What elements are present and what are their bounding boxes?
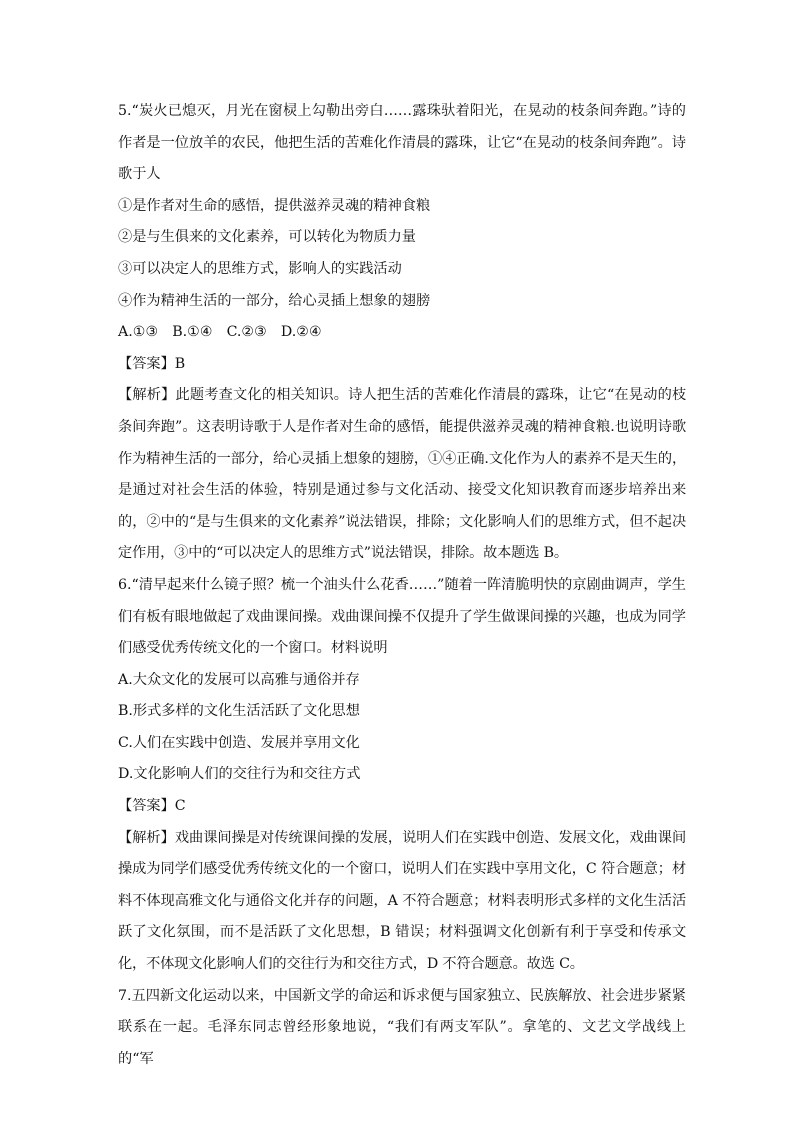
q5-analysis: 【解析】此题考查文化的相关知识。诗人把生活的苦难化作清晨的露珠，让它“在晃动的枝条间奔跑”。这表明诗歌于人是作者对生命的感悟，能提供滋养灵魂的精神食粮.也说明诗歌作为精神生活的一部分，给心灵插上想象的翅膀，①④正确.文化作为人的素养不是天生的，是通过对社会生活的体验，特别是通过参与文化活动、接受文化知识教育而逐步培养出来的，②中的“是与生俱来的文化素养”说法错误，排除；文化影响人们的思维方式，但不起决定作用，③中的“可以决定人的思维方式”说法错误，排除。故本题选 B。	[118, 387, 686, 562]
q5-choices	[118, 317, 686, 349]
q5-stem: 5.“炭火已熄灭，月光在窗棂上勾勒出旁白……露珠驮着阳光，在晃动的枝条间奔跑。”诗的作者是一位放羊的农民，他把生活的苦难化作清晨的露珠，让它“在晃动的枝条间奔跑”。诗歌于人	[118, 103, 686, 183]
q6-option-b: B.形式多样的文化生活活跃了文化思想	[118, 703, 360, 720]
q5-item-4: ④作为精神生活的一部分，给心灵插上想象的翅膀	[118, 292, 431, 309]
q6-option-c: C.人们在实践中创造、发展并享用文化	[118, 734, 360, 751]
q6-analysis: 【解析】戏曲课间操是对传统课间操的发展，说明人们在实践中创造、发展文化，戏曲课间操成为同学们感受优秀传统文化的一个窗口，说明人们在实践中享用文化，C 符合题意；材料不体现高雅文化与通俗文化并存的问题，A 不符合题意；材料表明形式多样的文化生活活跃了文化氛围，而不是活跃了文化思想，B 错误；材料强调文化创新有利于享受和传承文化，不体现文化影响人们的交往行为和交往方式，D 不符合题意。故选 C。	[118, 829, 686, 973]
q5-choice-d: D.②④	[280, 324, 322, 341]
q6-answer: 【答案】C	[118, 798, 186, 815]
q6-stem: 6.“清早起来什么镜子照？梳一个油头什么花香……”随着一阵清脆明快的京剧曲调声，学生们有板有眼地做起了戏曲课间操。戏曲课间操不仅提升了学生做课间操的兴趣，也成为同学们感受优秀传统文化的一个窗口。材料说明	[118, 576, 686, 657]
q5-choice-c: C.②③	[226, 324, 267, 341]
q5-choice-b: B.①④	[172, 324, 213, 341]
q6-option-a: A.大众文化的发展可以高雅与通俗并存	[118, 671, 360, 688]
q5-item-1: ①是作者对生命的感悟，提供滋养灵魂的精神食粮	[118, 197, 431, 214]
q5-answer: 【答案】B	[118, 355, 186, 372]
document-page	[118, 96, 686, 1075]
q6-option-d: D.文化影响人们的交往行为和交往方式	[118, 766, 361, 783]
q5-item-2: ②是与生俱来的文化素养，可以转化为物质力量	[118, 229, 416, 246]
q7-stem: 7.五四新文化运动以来，中国新文学的命运和诉求便与国家独立、民族解放、社会进步紧紧联系在一起。毛泽东同志曾经形象地说，“我们有两支军队”。拿笔的、文艺文学战线上的“军	[118, 987, 686, 1067]
q5-item-3: ③可以决定人的思维方式，影响人的实践活动	[118, 260, 402, 277]
q5-choice-a: A.①③	[118, 324, 159, 341]
